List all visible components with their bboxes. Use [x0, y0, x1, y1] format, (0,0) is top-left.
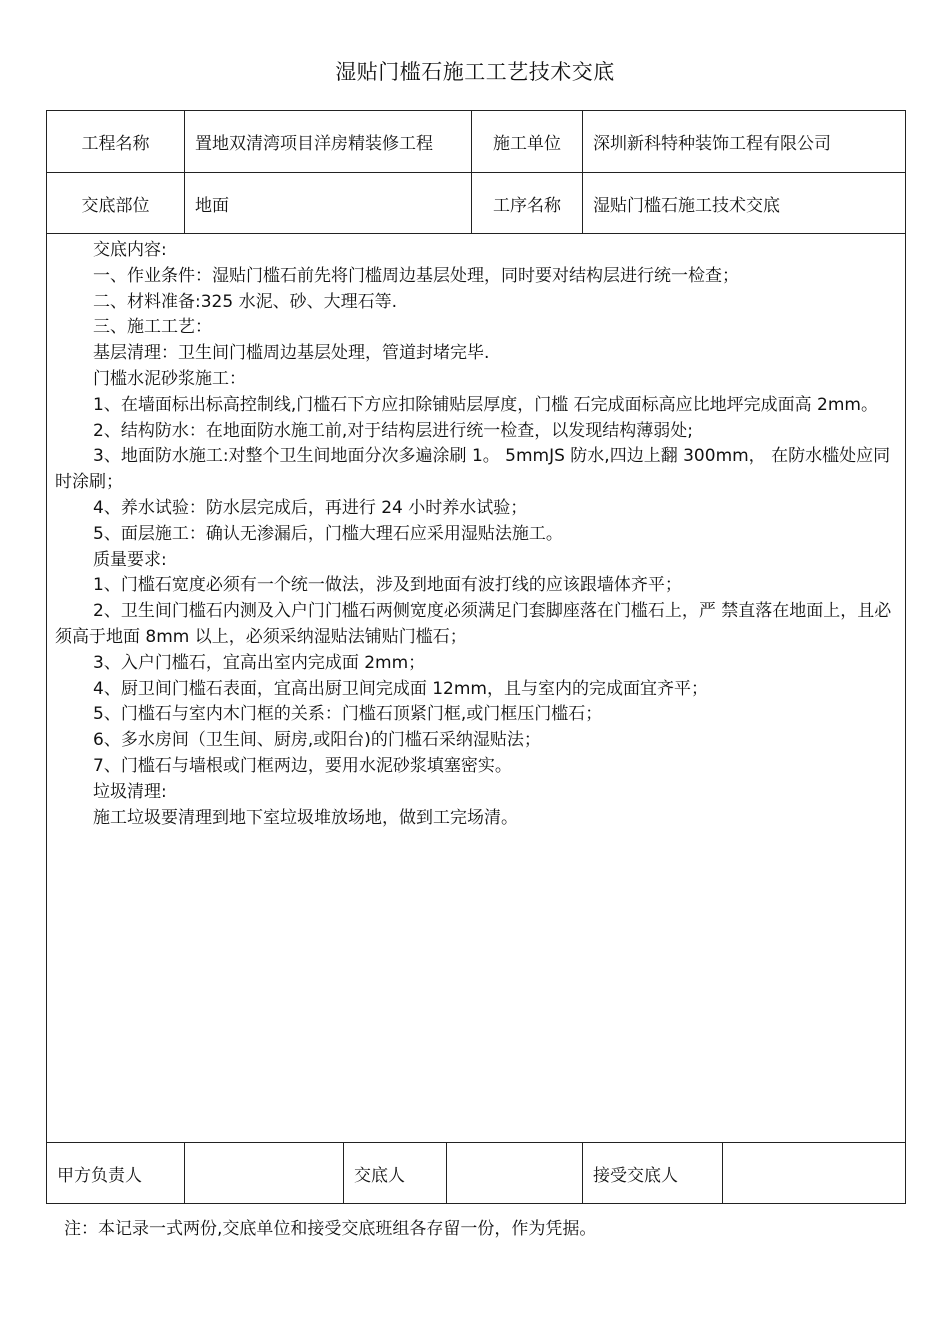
content-line: 质量要求: — [93, 549, 167, 570]
footer-note: 注：本记录一式两份,交底单位和接受交底班组各存留一份，作为凭据。 — [64, 1219, 597, 1239]
party-a-signature[interactable] — [185, 1143, 344, 1204]
contractor-label: 施工单位 — [472, 111, 583, 173]
content-line: 基层清理：卫生间门槛周边基层处理，管道封堵完毕. — [93, 343, 490, 364]
page-title: 湿贴门槛石施工工艺技术交底 — [335, 60, 615, 84]
receiver-signature[interactable] — [723, 1143, 906, 1204]
content-line: 5、门槛石与室内木门框的关系：门槛石顶紧门框,或门框压门槛石； — [93, 704, 603, 725]
briefing-content — [55, 238, 897, 831]
content-line: 4、厨卫间门槛石表面，宜高出厨卫间完成面 12mm，且与室内的完成面宜齐平； — [93, 678, 708, 699]
content-line: 1、在墙面标出标高控制线,门槛石下方应扣除铺贴层厚度，门槛 石完成面标高应比地坪完成面高 2mm。 — [93, 394, 878, 415]
project-name-label: 工程名称 — [47, 111, 185, 173]
content-line: 3、地面防水施工:对整个卫生间地面分次多遍涂刷 1。 5mmJS 防水,四边上翻 300mm， 在防水槛处应同时涂刷； — [55, 446, 891, 493]
receiver-label: 接受交底人 — [583, 1143, 723, 1204]
location-label: 交底部位 — [47, 173, 185, 234]
process-label: 工序名称 — [472, 173, 583, 234]
content-line: 7、门槛石与墙根或门框两边，要用水泥砂浆填塞密实。 — [93, 755, 512, 776]
content-line: 4、养水试验：防水层完成后，再进行 24 小时养水试验； — [93, 497, 528, 518]
content-cell — [47, 234, 906, 1143]
content-line: 一、作业条件：湿贴门槛石前先将门槛周边基层处理，同时要对结构层进行统一检查； — [93, 265, 739, 286]
briefer-signature[interactable] — [447, 1143, 583, 1204]
content-line: 5、面层施工：确认无渗漏后，门槛大理石应采用湿贴法施工。 — [93, 523, 563, 544]
content-line: 垃圾清理: — [93, 781, 167, 802]
content-line: 3、入户门槛石，宜高出室内完成面 2mm； — [93, 652, 426, 673]
briefer-label: 交底人 — [344, 1143, 447, 1204]
content-line: 三、施工工艺： — [93, 317, 212, 338]
location-value: 地面 — [185, 173, 472, 234]
project-name-value: 置地双清湾项目洋房精装修工程 — [185, 111, 472, 173]
contractor-value: 深圳新科特种装饰工程有限公司 — [583, 111, 906, 173]
content-line: 2、卫生间门槛石内测及入户门门槛石两侧宽度必须满足门套脚座落在门槛石上，严 禁直落在地面上，且必须高于地面 8mm 以上，必须采纳湿贴法铺贴门槛石； — [55, 601, 892, 647]
content-line: 1、门槛石宽度必须有一个统一做法，涉及到地面有波打线的应该跟墙体齐平； — [93, 575, 682, 596]
process-value: 湿贴门槛石施工技术交底 — [583, 173, 906, 234]
content-line: 二、材料准备:325 水泥、砂、大理石等. — [93, 291, 397, 312]
content-line: 施工垃圾要清理到地下室垃圾堆放场地，做到工完场清。 — [93, 807, 518, 828]
content-line: 2、结构防水：在地面防水施工前,对于结构层进行统一检查，以发现结构薄弱处; — [93, 420, 693, 441]
content-line: 门槛水泥砂浆施工： — [93, 368, 246, 389]
content-line: 交底内容: — [93, 240, 167, 260]
content-line: 6、多水房间（卫生间、厨房,或阳台)的门槛石采纳湿贴法； — [93, 730, 541, 751]
party-a-label: 甲方负责人 — [47, 1143, 185, 1204]
briefing-form — [46, 110, 906, 1204]
